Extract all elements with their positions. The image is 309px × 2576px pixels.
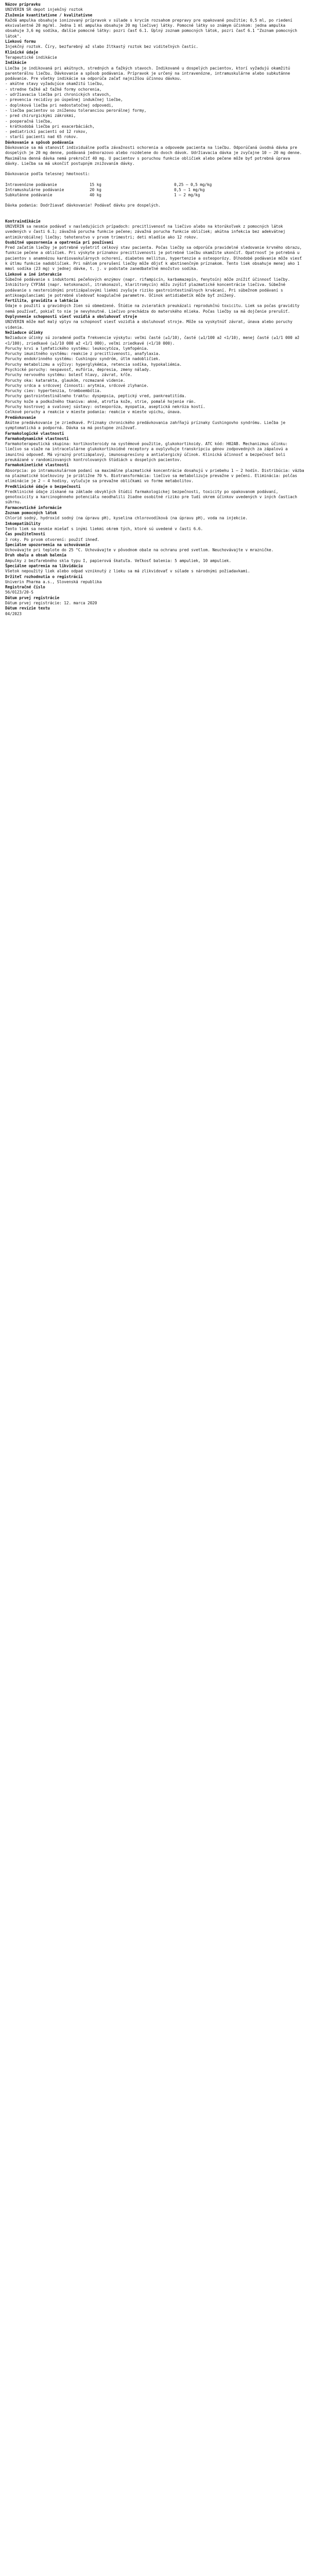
preclin-text: Predklinické údaje získané na základe obvyklých štúdií farmakologickej bezpečnosti, toxicity po opakovanom podávaní, genotoxicity a karcinogénneho potenciálu neodhalili žiadne osobitné riziko pre ľudí okrem účinkov uvedených v iných častiach súhrnu.	[5, 489, 300, 505]
pharmdyn-heading: Farmakodynamické vlastnosti	[5, 436, 69, 441]
dose-weight: 40 kg	[90, 193, 101, 198]
pregnancy-heading: Fertilita, gravidita a laktácia	[5, 298, 78, 303]
disposal-text: Všetok nepoužitý liek alebo odpad vzniknutý z lieku sa má zlikvidovať v súlade s národnými požiadavkami.	[5, 569, 250, 574]
list-item: - starší pacienti nad 65 rokov.	[5, 134, 78, 140]
dose-value: 1 – 2 mg/kg	[174, 193, 200, 198]
dose-group: Intravenózne podávanie	[5, 182, 57, 187]
section-heading: Liekovú formu	[5, 39, 36, 44]
pharmaceutical-heading: Farmaceutické informácie	[5, 505, 62, 510]
holder-text: Univerin Pharma a.s., Slovenská republika	[5, 579, 102, 584]
indication-list	[5, 81, 306, 140]
document-title: Názov prípravku	[5, 2, 41, 7]
driving-heading: Ovplyvnenie schopnosti viesť vozidlá a obsluhovať stroje	[5, 314, 138, 319]
list-item: - prevencia recidívy po úspešnej indukčnej liečbe,	[5, 97, 123, 103]
incompat-heading: Inkompatibility	[5, 521, 41, 526]
revision-heading: Dátum revízie textu	[5, 606, 50, 611]
dose-value: 0,25 – 0,5 mg/kg	[174, 182, 212, 187]
section-heading: Indikácie	[5, 60, 27, 65]
overdose-text: Akútne predávkovanie je zriedkavé. Príznaky chronického predávkovania zahŕňajú príznaky Cushingovho syndrómu. Liečba je symptomatická a podporná. Dávka sa má postupne znižovať.	[5, 420, 288, 431]
list-item: Celkové poruchy a reakcie v mieste podania: reakcie v mieste vpichu, únava.	[5, 410, 182, 415]
list-item: - krátkodobá liečba pri exacerbáciách,	[5, 124, 95, 129]
section-heading: Klinické údaje	[5, 49, 39, 55]
contraindications-heading: Kontraindikácie	[5, 218, 41, 224]
list-item: - doplnková liečba pri nedostatočnej odpovedi,	[5, 103, 114, 108]
list-item: Poruchy kostrovej a svalovej sústavy: osteoporóza, myopatia, aseptická nekróza kostí.	[5, 404, 205, 410]
regnum-heading: Registračné číslo	[5, 585, 45, 590]
incompat-text: Tento liek sa nesmie miešať s inými liekmi okrem tých, ktoré sú uvedené v časti 6.6.	[5, 526, 203, 531]
interactions-heading: Liekové a iné interakcie	[5, 272, 62, 277]
date-heading: Dátum prvej registrácie	[5, 595, 60, 600]
list-item: Poruchy kože a podkožného tkaniva: akné, atrofia kože, strie, pomalé hojenie rán.	[5, 399, 196, 404]
list-item: Poruchy metabolizmu a výživy: hyperglykémia, retencia sodíka, hypokaliémia.	[5, 362, 182, 367]
contraindications-text: UNIVERIN sa nesmie podávať v nasledujúcich prípadoch: precitlivenosť na liečivo alebo na ktorúkoľvek z pomocných látok uvedených v časti 6.1; závažná porucha funkcie pečene; závažná porucha funkcie obličiek; akútna infekcia bez adekvátnej antimikrobiálnej liečby; tehotenstvo v prvom trimestri; deti mladšie ako 12 rokov.	[5, 224, 288, 240]
dose-table-footer: Dávka podania: Dodržiavať dávkovanie! Podávať dávku pre dospelých.	[5, 203, 161, 208]
pharmkin-text: Absorpcia: po intramuskulárnom podaní sa maximálne plazmatické koncentrácie dosahujú v priebehu 1 – 2 hodín. Distribúcia: väzba na plazmatické bielkoviny je približne 70 %. Biotransformácia: liečivo sa metabolizuje prevažne v pečeni. Eliminácia: polčas eliminácie je 2 – 4 hodiny, vylučuje sa prevažne obličkami vo forme metabolitov.	[5, 468, 307, 484]
list-item: - pediatrickí pacienti od 12 rokov,	[5, 129, 88, 134]
interactions-text: Súbežné podávanie s induktormi pečeňových enzýmov (napr. rifampicín, karbamazepín, fenytoín) môže znížiť účinnosť liečby. Inhibítory CYP3A4 (napr. ketokonazol, itrakonazol, klaritromycín) môžu zvýšiť plazmatické koncentrácie liečiva. Súbežné podávanie s nesteroidnými protizápalovými liekmi zvyšuje riziko gastrointestinálnych krvácaní. Pri súbežnom podávaní s antikoagulanciami je potrebné sledovať koagulačné parametre. Účinok antidiabetík môže byť znížený.	[5, 277, 293, 298]
list-item: Poruchy ciev: hypertenzia, tromboembólia.	[5, 388, 102, 394]
pregnancy-text: Údaje o použití u gravidných žien sú obmedzené. Štúdie na zvieratách preukázali reprodukčnú toxicitu. Liek sa počas gravidity nemá používať, pokiaľ to nie je nevyhnutné. Liečivo prechádza do materského mlieka. Počas liečby sa má dojčenie prerušiť.	[5, 303, 302, 314]
list-item: Poruchy gastrointestinálneho traktu: dyspepsia, peptický vred, pankreatitída.	[5, 394, 187, 399]
section-text: Každá ampulka obsahuje ionizovaný prípravok v súlade s krycím rozsahom prepravy pre opakované použitie; 0,5 ml, po riedení ekvivalentné 20 mg/ml. Jedna 1 ml ampulka obsahuje 20 mg liečivej látky. Pomocné látky so známym účinkom: jedna ampulka obsahuje 3,6 mg sodíka, ďalšie pomocné látky: pozri časť 6.1. Úplný zoznam pomocných látok, pozri časť 6.1 "Zoznam pomocných látok".	[5, 18, 300, 39]
product-name: UNIVERIN SR depot injekčný roztok	[5, 7, 83, 12]
adverse-list	[5, 346, 306, 415]
storage-text: Uchovávajte pri teplote do 25 °C. Uchovávajte v pôvodnom obale na ochranu pred svetlom. Neuchovávajte v mrazničke.	[5, 548, 274, 553]
dose-group: Intramuskulárne podávanie	[5, 187, 64, 192]
excipients-text: Chlorid sodný, hydroxid sodný (na úpravu pH), kyselina chlorovodíková (na úpravu pH), voda na injekcie.	[5, 516, 248, 521]
dose-value: 0,5 – 1 mg/kg	[174, 187, 205, 192]
list-item: Poruchy endokrinného systému: Cushingov syndróm, útlm nadobličiek.	[5, 357, 161, 362]
excipients-heading: Zoznam pomocných látok	[5, 511, 57, 516]
storage-heading: Špeciálne upozornenia na uchovávanie	[5, 542, 90, 547]
shelf-heading: Čas použiteľnosti	[5, 532, 45, 537]
pharm-heading: Farmakologické vlastnosti	[5, 431, 64, 436]
dose-weight: 20 kg	[90, 187, 101, 192]
section-heading: Zloženie kvantitatívne / kvalitatívne	[5, 12, 93, 18]
section-text: Liečba je indikovaná pri akútnych, stredných a ťažkých stavoch. Indikované u dospelých pacientov, ktorí vyžadujú okamžitú parenterálnu liečbu. Dávkovanie a spôsob podávania. Prípravok je určený na intravenózne, intramuskulárne alebo subkutánne podávanie. Pre všetky indikácie sa odporúča začať najnižšou účinnou dávkou.	[5, 65, 293, 81]
date-text: Dátum prvej registrácie: 12. marca 2020	[5, 601, 97, 606]
posology-text: Dávkovanie sa má stanoviť individuálne podľa závažnosti ochorenia a odpovede pacienta na liečbu. Odporúčaná úvodná dávka pre dospelých je 20 mg denne, podávaná jednorazovo alebo rozdelene do dvoch dávok. Udržiavacia dávka je zvyčajne 10 – 20 mg denne. Maximálna denná dávka nemá prekročiť 40 mg. U pacientov s poruchou funkcie obličiek alebo pečene môže byť potrebná úprava dávky. Liečba sa má ukončiť postupným znižovaním dávky.	[5, 145, 304, 166]
list-item: Psychické poruchy: nespavosť, eufória, depresia, zmeny nálady.	[5, 367, 151, 372]
adverse-intro: Nežiaduce účinky sú zoradené podľa frekvencie výskytu: veľmi časté (≥1/10), časté (≥1/100 až <1/10), menej časté (≥1/1 000 až <1/100), zriedkavé (≥1/10 000 až <1/1 000), veľmi zriedkavé (<1/10 000).	[5, 335, 302, 346]
overdose-heading: Predávkovanie	[5, 415, 36, 420]
driving-text: UNIVERIN môže mať malý vplyv na schopnosť viesť vozidlá a obsluhovať stroje. Môže sa vyskytnúť závrat, únava alebo poruchy videnia.	[5, 319, 295, 330]
dose-weight: 15 kg	[90, 182, 101, 187]
posology-heading: Dávkovanie a spôsob podávania	[5, 140, 74, 145]
section-text: Injekčný roztok. Číry, bezfarebný až slabo žltkastý roztok bez viditeľných častíc.	[5, 44, 198, 49]
list-item: - pred chirurgickými zákrokmi,	[5, 113, 76, 118]
pharmkin-heading: Farmakokinetické vlastnosti	[5, 463, 69, 468]
holder-heading: Držiteľ rozhodnutia o registrácii	[5, 574, 83, 579]
document-page	[0, 0, 309, 617]
revision-text: 04/2023	[5, 611, 22, 616]
preclin-heading: Predklinické údaje o bezpečnosti	[5, 484, 81, 489]
list-item: Poruchy srdca a srdcovej činnosti: arytmia, srdcové zlyhanie.	[5, 383, 149, 388]
list-item: - udržiavacia liečba pri chronických stavoch,	[5, 92, 111, 97]
dose-group: Subkutánne podávanie	[5, 193, 53, 198]
list-item: Poruchy nervového systému: bolesť hlavy, závrat, kŕče.	[5, 372, 132, 378]
section-text: Terapeutické indikácie	[5, 55, 57, 60]
pharmdyn-text: Farmakoterapeutická skupina: kortikosteroidy na systémové použitie, glukokortikoidy. ATC kód: H02AB. Mechanizmus účinku: liečivo sa viaže na intracelulárne glukokortikoidné receptory a ovplyvňuje transkripciu génov zodpovedných za zápalovú a imunitnú odpoveď. Má výrazný protizápalový, imunosupresívny a antialergický účinok. Klinická účinnosť a bezpečnosť boli preukázané v randomizovaných kontrolovaných štúdiách u dospelých pacientov.	[5, 442, 290, 463]
list-item: Poruchy krvi a lymfatického systému: leukocytóza, lymfopénia.	[5, 346, 149, 351]
disposal-heading: Špeciálne opatrenia na likvidáciu	[5, 563, 83, 568]
list-item: - akútne stavy vyžadujúce okamžitú liečbu,	[5, 81, 105, 87]
list-item: Poruchy oka: katarakta, glaukóm, rozmazané videnie.	[5, 378, 126, 383]
shelf-text: 3 roky. Po prvom otvorení: použiť ihneď.	[5, 537, 99, 542]
dose-table	[5, 182, 306, 198]
regnum-text: 56/0123/20-S	[5, 590, 33, 595]
list-item: - pooperačná liečba,	[5, 118, 53, 124]
list-item: Poruchy imunitného systému: reakcie z precitlivenosti, anafylaxia.	[5, 351, 161, 357]
adverse-heading: Nežiaduce účinky	[5, 330, 43, 335]
list-item: - stredne ťažké až ťažké formy ochorenia,	[5, 87, 102, 92]
dose-table-heading: Dávkovanie podľa telesnej hmotnosti:	[5, 172, 90, 177]
container-text: Ampulky z bezfarebného skla typu I, papierová škatuľa. Veľkosť balenia: 5 ampuliek, 10 ampuliek.	[5, 558, 231, 563]
list-item: - liečba pacientov so zníženou toleranciou perorálnej formy,	[5, 108, 147, 113]
container-heading: Druh obalu a obsah balenia	[5, 553, 66, 558]
warnings-text: Pred začatím liečby je potrebné vyšetriť celkový stav pacienta. Počas liečby sa odporúča pravidelné sledovanie krvného obrazu, funkcie pečene a obličiek. Pri výskyte príznakov precitlivenosti je potrebné liečbu okamžite ukončiť. Opatrnosť je potrebná u pacientov s anamnézou kardiovaskulárnych ochorení, diabetes mellitus, hypertenzie a osteoporózy. Dlhodobé podávanie môže viesť k útlmu funkcie nadobličiek. Pri náhlom prerušení liečby môže dôjsť k abstinenčným príznakom. Tento liek obsahuje menej ako 1 mmol sodíka (23 mg) v jednej dávke, t. j. v podstate zanedbateľné množstvo sodíka.	[5, 245, 304, 272]
warnings-heading: Osobitné upozornenia a opatrenia pri používaní	[5, 240, 114, 245]
